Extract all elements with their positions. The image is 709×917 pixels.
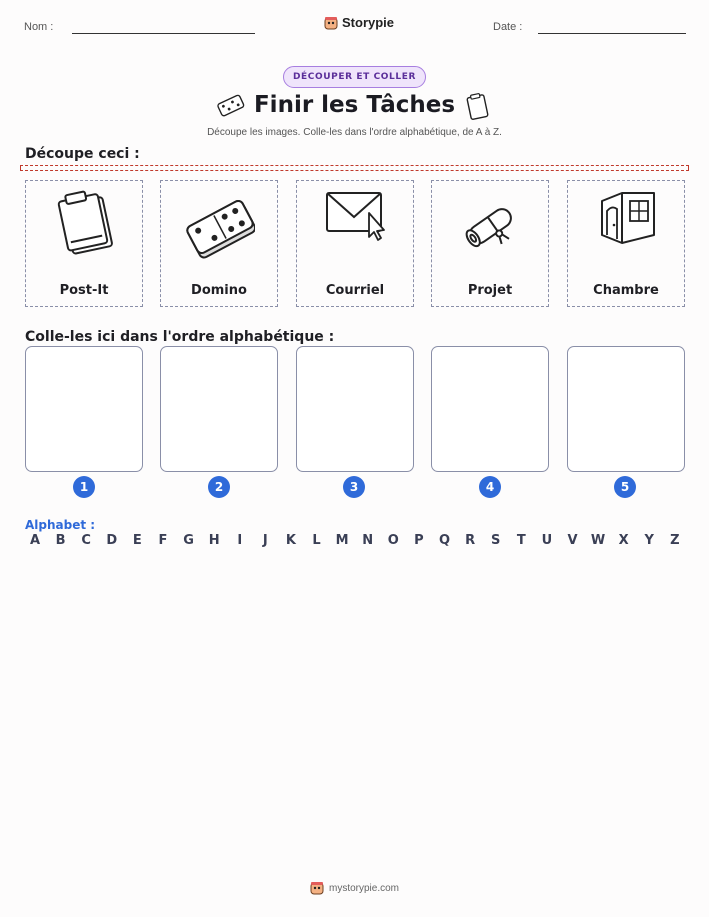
alphabet-letter: H	[208, 533, 220, 548]
domino-icon	[185, 187, 255, 267]
sticky-note-icon	[50, 187, 120, 267]
name-label: Nom :	[24, 21, 54, 33]
card-label: Post-It	[59, 283, 109, 298]
activity-badge: DÉCOUPER ET COLLER	[283, 66, 426, 88]
instructions: Découpe les images. Colle-les dans l'ordre alphabétique, de A à Z.	[207, 127, 502, 138]
alphabet-letter: C	[81, 533, 91, 548]
scroll-icon	[456, 187, 526, 267]
notepad-deco-icon	[465, 92, 491, 122]
date-label: Date :	[493, 21, 523, 33]
logo-text: Storypie	[342, 15, 395, 30]
envelope-icon	[321, 187, 391, 267]
date-line[interactable]	[538, 33, 686, 34]
alphabet-letter: K	[285, 533, 296, 548]
page-title: Finir les Tâches	[253, 92, 456, 118]
alphabet-letter: I	[237, 533, 243, 548]
card-label: Courriel	[325, 283, 385, 298]
alphabet-letter: Y	[644, 533, 654, 548]
paste-box-2[interactable]	[160, 346, 278, 472]
alphabet-row	[25, 533, 685, 548]
alphabet-letter: A	[29, 533, 41, 548]
alphabet-letter: T	[516, 533, 526, 548]
paste-heading: Colle-les ici dans l'ordre alphabétique :	[25, 329, 335, 345]
alphabet-letter: L	[312, 533, 321, 548]
alphabet-letter: P	[414, 533, 424, 548]
alphabet-letter: Z	[670, 533, 680, 548]
cut-card-chambre[interactable]	[567, 180, 685, 307]
alphabet-letter: O	[387, 533, 399, 548]
alphabet-letter: X	[618, 533, 629, 548]
alphabet-heading: Alphabet :	[25, 518, 96, 532]
cut-card-domino[interactable]	[160, 180, 278, 307]
alphabet-letter: N	[362, 533, 374, 548]
cut-card-courriel[interactable]	[296, 180, 414, 307]
number-badge-4: 4	[479, 476, 501, 498]
cut-card-projet[interactable]	[431, 180, 549, 307]
alphabet-letter: R	[465, 533, 476, 548]
alphabet-letter: U	[541, 533, 553, 548]
footer-site[interactable]: mystorypie.com	[328, 882, 399, 894]
alphabet-letter: W	[590, 533, 606, 548]
paste-box-3[interactable]	[296, 346, 414, 472]
number-badge-1: 1	[73, 476, 95, 498]
paste-box-4[interactable]	[431, 346, 549, 472]
storypie-logo	[324, 15, 394, 30]
mascot-icon	[310, 881, 324, 895]
alphabet-letter: D	[106, 533, 118, 548]
footer	[0, 881, 709, 895]
paste-box-5[interactable]	[567, 346, 685, 472]
alphabet-letter: Q	[438, 533, 451, 548]
mascot-icon	[324, 16, 338, 30]
alphabet-letter: S	[491, 533, 501, 548]
cut-heading: Découpe ceci :	[25, 146, 140, 162]
number-badge-5: 5	[614, 476, 636, 498]
number-badge-3: 3	[343, 476, 365, 498]
alphabet-letter: V	[567, 533, 578, 548]
room-icon	[592, 187, 662, 267]
alphabet-letter: B	[55, 533, 66, 548]
alphabet-letter: F	[158, 533, 168, 548]
paste-box-1[interactable]	[25, 346, 143, 472]
alphabet-letter: E	[132, 533, 142, 548]
name-line[interactable]	[72, 33, 255, 34]
cut-line	[20, 165, 689, 171]
card-label: Chambre	[593, 283, 659, 298]
card-label: Projet	[467, 283, 513, 298]
card-label: Domino	[191, 283, 247, 298]
alphabet-letter: G	[183, 533, 194, 548]
number-badge-2: 2	[208, 476, 230, 498]
alphabet-letter: M	[335, 533, 349, 548]
cut-card-post-it[interactable]	[25, 180, 143, 307]
alphabet-letter: J	[262, 533, 268, 548]
